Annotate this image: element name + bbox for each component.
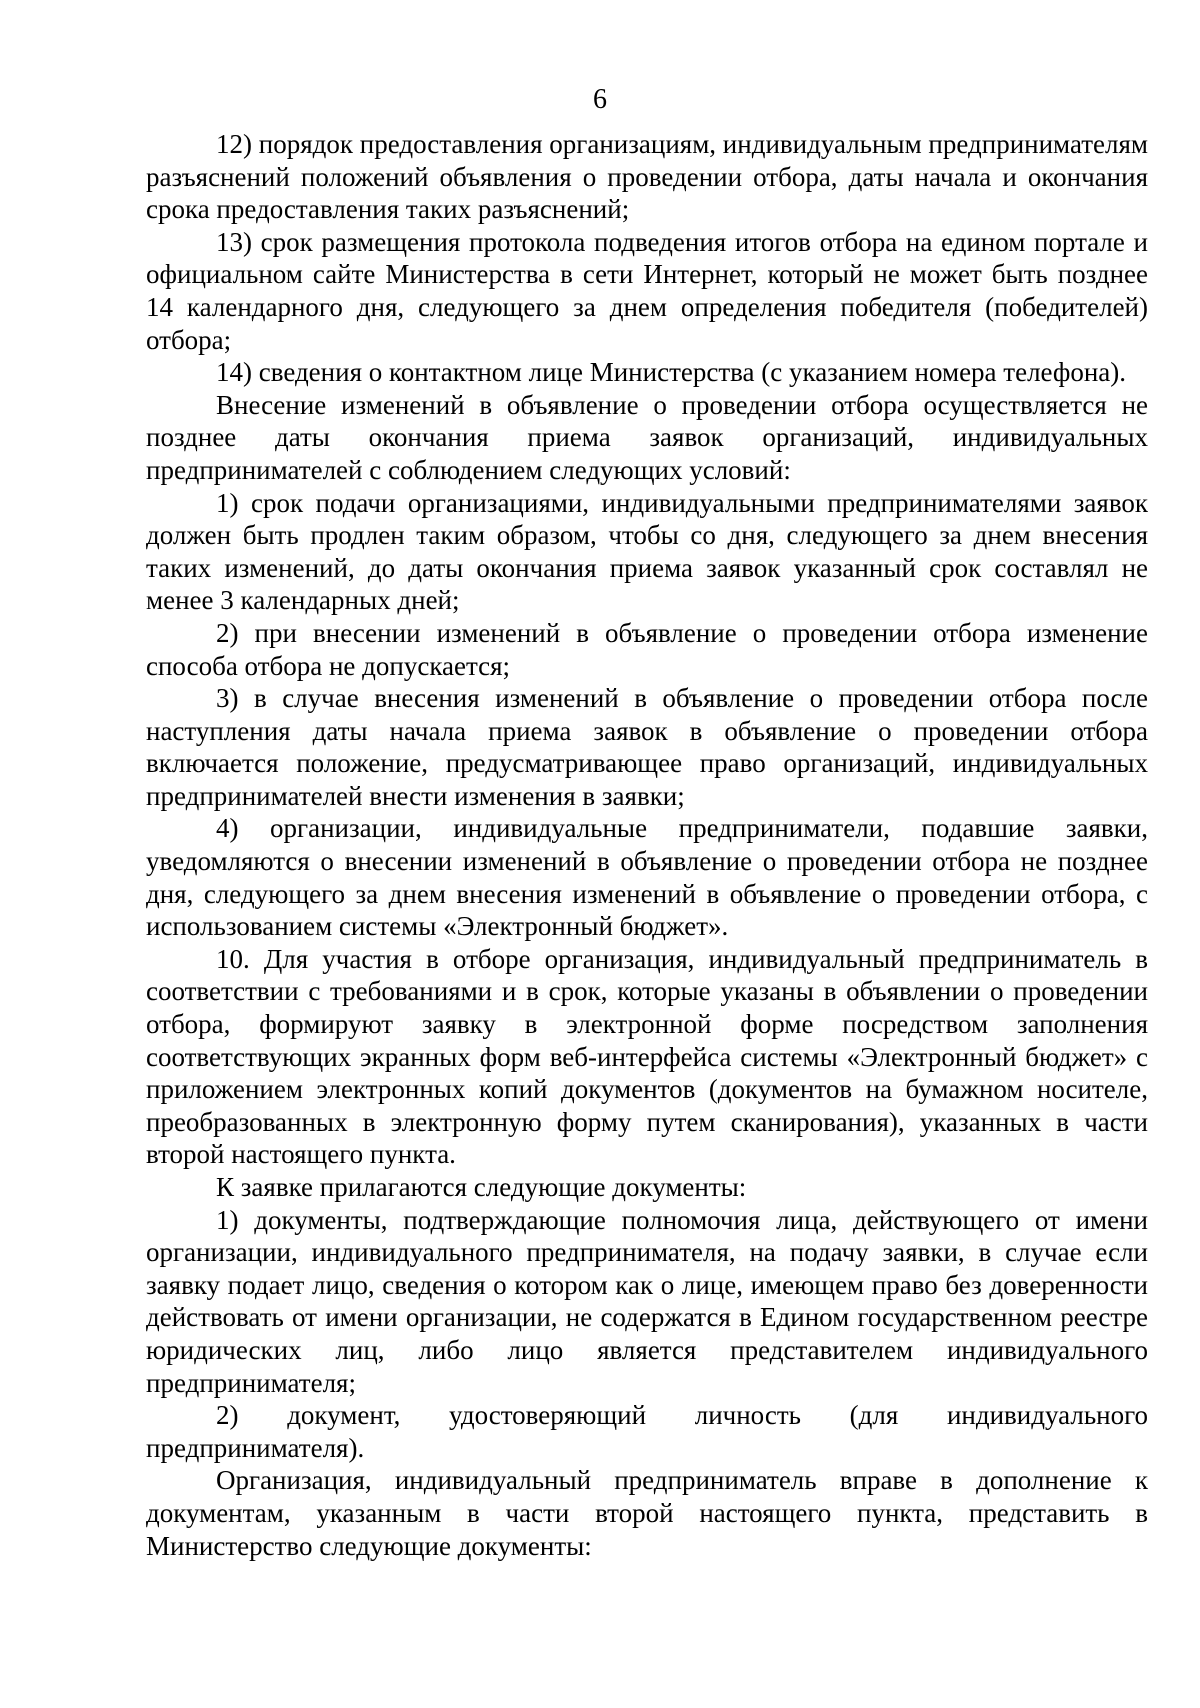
paragraph-condition-4: 4) организации, индивидуальные предприниматели, подавшие заявки, уведомляются о внесении изменений в объявление о проведении отбора не позднее дня, следующего за днем внесения изменений в объявление о проведении отбора, с использованием системы «Электронный бюджет». [146,813,1148,942]
paragraph-section-10: 10. Для участия в отборе организация, индивидуальный предприниматель в соответствии с требованиями и в срок, которые указаны в объявлении о проведении отбора, формируют заявку в электронной форме посредством заполнения соответствующих экранных форм веб-интерфейса системы «Электронный бюджет» с приложением электронных копий документов (документов на бумажном носителе, преобразованных в электронную форму путем сканирования), указанных в части второй настоящего пункта. [146,943,1148,1170]
document-body [146,128,1148,1562]
paragraph-attachment-2: 2) документ, удостоверяющий личность (для индивидуального предпринимателя). [146,1400,1148,1463]
paragraph-amendments-intro: Внесение изменений в объявление о проведении отбора осуществляется не позднее даты окончания приема заявок организаций, индивидуальных предпринимателей с соблюдением следующих условий: [146,389,1148,485]
paragraph-item-13: 13) срок размещения протокола подведения итогов отбора на едином портале и официальном сайте Министерства в сети Интернет, который не может быть позднее 14 календарного дня, следующего за днем определения победителя (победителей) отбора; [146,226,1148,355]
paragraph-attachment-1: 1) документы, подтверждающие полномочия лица, действующего от имени организации, индивидуального предпринимателя, на подачу заявки, в случае если заявку подает лицо, сведения о котором как о лице, имеющем право без доверенности действовать от имени организации, не содержатся в Едином государственном реестре юридических лиц, либо лицо является представителем индивидуального предпринимателя; [146,1204,1148,1398]
paragraph-condition-1: 1) срок подачи организациями, индивидуальными предпринимателями заявок должен быть продлен таким образом, чтобы со дня, следующего за днем внесения таких изменений, до даты окончания приема заявок указанный срок составлял не менее 3 календарных дней; [146,487,1148,616]
paragraph-optional-documents: Организация, индивидуальный предприниматель вправе в дополнение к документам, указанным в части второй настоящего пункта, представить в Министерство следующие документы: [146,1465,1148,1561]
paragraph-condition-3: 3) в случае внесения изменений в объявление о проведении отбора после наступления даты начала приема заявок в объявление о проведении отбора включается положение, предусматривающее право организаций, индивидуальных предпринимателей внести изменения в заявки; [146,683,1148,811]
paragraph-condition-2: 2) при внесении изменений в объявление о проведении отбора изменение способа отбора не допускается; [146,617,1148,681]
paragraph-item-12: 12) порядок предоставления организациям, индивидуальным предпринимателям разъяснений положений объявления о проведении отбора, даты начала и окончания срока предоставления таких разъяснений; [146,129,1148,225]
page-number: 6 [593,84,607,115]
paragraph-item-14: 14) сведения о контактном лице Министерства (с указанием номера телефона). [216,357,1127,388]
paragraph-attachments-intro: К заявке прилагаются следующие документы: [216,1172,747,1202]
